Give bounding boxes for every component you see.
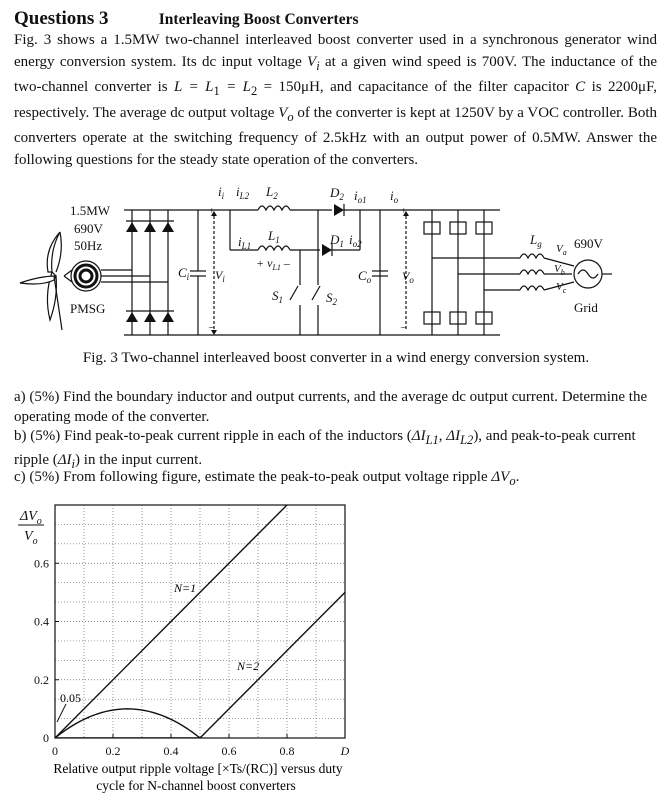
y-label-denominator: $V_o$ bbox=[24, 529, 38, 547]
x-tick-label: 0 bbox=[52, 744, 58, 758]
question-number: Questions 3 bbox=[14, 8, 109, 29]
y-tick-label: 0.6 bbox=[34, 556, 49, 571]
inductor-l2-icon bbox=[258, 206, 290, 210]
svg-text:L1: $L_1$ bbox=[268, 228, 280, 245]
question-b: b) (5%) Find peak-to-peak current ripple in each of the inductors ($\Delta I_{L1}$, $\Delta I_{L2}$), and peak-to-peak current ripple $(\Delta I_i)$ in the input current. bbox=[14, 428, 636, 471]
circuit-diagram bbox=[0, 180, 672, 350]
svg-text:io: $i_o$ bbox=[390, 188, 399, 205]
pmsg-label: PMSG bbox=[70, 301, 106, 316]
svg-text:S1: $S_1$ bbox=[272, 288, 283, 305]
gen-freq-label: 50Hz bbox=[74, 238, 103, 253]
x-tick-label: 0.4 bbox=[163, 744, 179, 758]
grid-label: Grid bbox=[574, 300, 598, 315]
x-label-line1: Relative output ripple voltage [×Ts/(RC)] versus duty bbox=[53, 761, 343, 776]
question-heading bbox=[14, 8, 359, 30]
svg-text:+: + bbox=[401, 206, 407, 217]
question-a: a) (5%) Find the boundary inductor and output currents, and the average dc output current. Determine the operating mode of the converter. bbox=[14, 389, 648, 425]
svg-text:iL2: $i_{L2}$ bbox=[236, 184, 250, 201]
question-c: c) (5%) From following figure, estimate the peak-to-peak output voltage ripple $\Delta V_o$. bbox=[14, 469, 520, 488]
svg-text:ii: $i_i$ bbox=[218, 184, 225, 201]
y-label-numerator: $\Delta V_o$ bbox=[20, 509, 42, 527]
svg-text:io2: $i_{o2}$ bbox=[349, 232, 362, 249]
inductor-l1-icon bbox=[258, 246, 290, 250]
question-title: Interleaving Boost Converters bbox=[158, 11, 359, 28]
svg-text:–: – bbox=[401, 322, 406, 333]
svg-text:Co: $C_o$ bbox=[358, 268, 372, 285]
x-tick-label: D bbox=[340, 744, 350, 758]
series-n2-low-line bbox=[55, 709, 200, 738]
svg-text:Vo: $V_o$ bbox=[402, 269, 414, 285]
x-tick-label: 0.6 bbox=[221, 744, 237, 758]
y-tick-label: 0.2 bbox=[34, 672, 49, 687]
annotation-label: 0.05 bbox=[60, 691, 81, 705]
y-tick-label: 0 bbox=[43, 731, 49, 745]
svg-text:Lg: $L_g$ bbox=[530, 232, 542, 249]
series-label-n1: N=1 bbox=[174, 581, 197, 595]
gen-power-label: 1.5MW bbox=[70, 203, 111, 218]
svg-text:io1: $i_{o1}$ bbox=[354, 188, 367, 205]
svg-text:+: + bbox=[209, 206, 215, 217]
svg-text:Vi: $V_i$ bbox=[215, 268, 225, 284]
series-label-n2: N=2 bbox=[237, 659, 260, 673]
problem-statement: Fig. 3 shows a 1.5MW two-channel interleaved boost converter used in a synchronous generator wind energy conversion system. Its dc input voltage $V_i$ at a given wind speed is 700V. The inductance of the two-channel converter is $L = L_1 = L_2 = 150\mu H$, and capacitance of the filter capacitor C is 2200μF, respectively. The average dc output voltage $V_o$ of the converter is kept at 1250V by a VOC controller. Both converters operate at the switching frequency of 2.5kHz with an output power of 0.5MW. Answer the following questions for the steady state operation of the converters. bbox=[14, 32, 657, 168]
svg-text:S2: $S_2$ bbox=[326, 290, 337, 307]
x-tick-label: 0.2 bbox=[105, 744, 121, 758]
wind-turbine-icon bbox=[20, 232, 62, 330]
svg-text:Ci: $C_i$ bbox=[178, 265, 190, 282]
x-tick-label: 0.8 bbox=[279, 744, 295, 758]
gen-voltage-label: 690V bbox=[74, 221, 103, 236]
svg-text:Vc: $V_c$ bbox=[556, 281, 567, 295]
series-n2-line bbox=[55, 592, 345, 738]
figure-caption: Fig. 3 Two-channel interleaved boost converter in a wind energy conversion system. bbox=[82, 350, 590, 366]
svg-text:D1: $D_1$ bbox=[330, 232, 344, 249]
y-tick-label: 0.4 bbox=[34, 614, 49, 629]
annotation-arrow bbox=[57, 704, 66, 722]
svg-text:–: – bbox=[209, 322, 214, 333]
svg-text:Va: $V_a$ bbox=[556, 243, 567, 257]
svg-text:D2: $D_2$ bbox=[330, 185, 344, 202]
grid-voltage-label: 690V bbox=[574, 236, 603, 251]
svg-text:L2: $L_2$ bbox=[266, 184, 278, 201]
x-label-line2: cycle for N-channel boost converters bbox=[96, 778, 296, 793]
svg-text:+ vL1 –: + $v_{L1}$ – bbox=[256, 256, 290, 272]
svg-text:iL1: $i_{L1}$ bbox=[238, 234, 252, 251]
svg-text:Vb: $V_b$ bbox=[554, 263, 565, 277]
ripple-chart bbox=[0, 495, 672, 801]
